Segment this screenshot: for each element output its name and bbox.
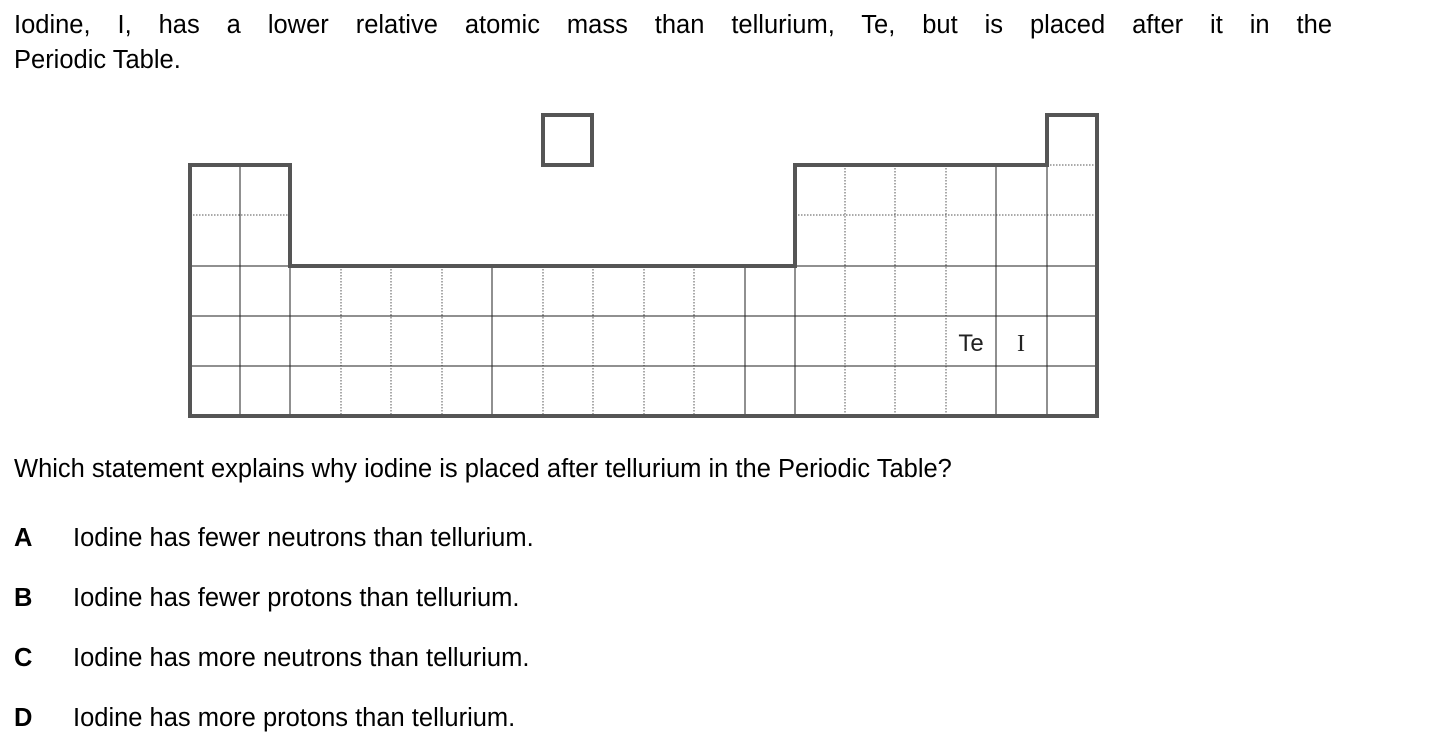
option-text: Iodine has more neutrons than tellurium. <box>73 644 530 672</box>
option-letter: C <box>14 644 33 672</box>
option-letter: A <box>14 524 33 552</box>
option-letter: D <box>14 704 33 732</box>
option-letter: B <box>14 584 33 612</box>
option-text: Iodine has fewer protons than tellurium. <box>73 584 520 612</box>
question-text: Which statement explains why iodine is placed after tellurium in the Periodic Table? <box>14 455 952 483</box>
hydrogen-box <box>543 115 592 165</box>
option-text: Iodine has fewer neutrons than tellurium. <box>73 524 534 552</box>
intro-line-1: Iodine, I, has a lower relative atomic mass than tellurium, Te, but is placed after it in the <box>14 11 1332 39</box>
option-text: Iodine has more protons than tellurium. <box>73 704 516 732</box>
tellurium-label: Te <box>958 330 984 357</box>
intro-line-2: Periodic Table. <box>14 46 181 74</box>
iodine-label: I <box>1017 331 1025 357</box>
dotted-grid-lines <box>190 165 1097 416</box>
